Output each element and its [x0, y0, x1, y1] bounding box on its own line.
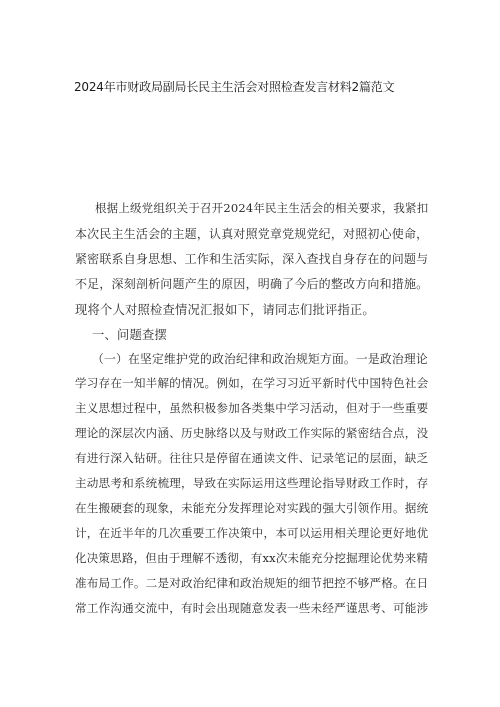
paragraph-line: （一）在坚定维护党的政治纪律和政治规矩方面。一是政治理论: [92, 352, 428, 366]
paragraph-line: 主动思考和系统梳理，导致在实际运用这些理论指导财政工作时，存: [75, 476, 429, 490]
paragraph-line: 计，在近半年的几次重要工作决策中，本可以运用相关理论更好地优: [75, 526, 429, 540]
paragraph-line: 有进行深入钻研。往往只是停留在通读文件、记录笔记的层面，缺乏: [75, 451, 429, 465]
paragraph-line: 本次民主生活会的主题，认真对照党章党规党纪，对照初心使命，: [75, 227, 429, 241]
paragraph-line: 学习存在一知半解的情况。例如，在学习习近平新时代中国特色社会: [75, 376, 429, 390]
paragraph-line: 根据上级党组织关于召开2024年民主生活会的相关要求，我紧扣: [95, 201, 429, 215]
paragraph-line: 化决策思路，但由于理解不透彻，有xx次未能充分挖掘理论优势来精: [75, 551, 429, 565]
paragraph-line: 现将个人对照检查情况汇报如下，请同志们批评指正。: [75, 303, 375, 317]
paragraph-line: 准布局工作。二是对政治纪律和政治规矩的细节把控不够严格。在日: [75, 576, 429, 590]
paragraph-line: 理论的深层次内涵、历史脉络以及与财政工作实际的紧密结合点，没: [75, 426, 429, 440]
section-heading: 一、问题查摆: [92, 328, 167, 342]
document-title: 2024年市财政局副局长民主生活会对照检查发言材料2篇范文: [74, 80, 395, 94]
paragraph-line: 在生搬硬套的现象，未能充分发挥理论对实践的强大引领作用。据统: [75, 501, 429, 515]
paragraph-line: 主义思想过程中，虽然积极参加各类集中学习活动，但对于一些重要: [75, 401, 429, 415]
paragraph-line: 不足，深刻剖析问题产生的原因，明确了今后的整改方向和措施。: [75, 277, 429, 291]
paragraph-line: 紧密联系自身思想、工作和生活实际，深入查找自身存在的问题与: [75, 252, 429, 266]
paragraph-line: 常工作沟通交流中，有时会出现随意发表一些未经严谨思考、可能涉: [75, 601, 429, 615]
